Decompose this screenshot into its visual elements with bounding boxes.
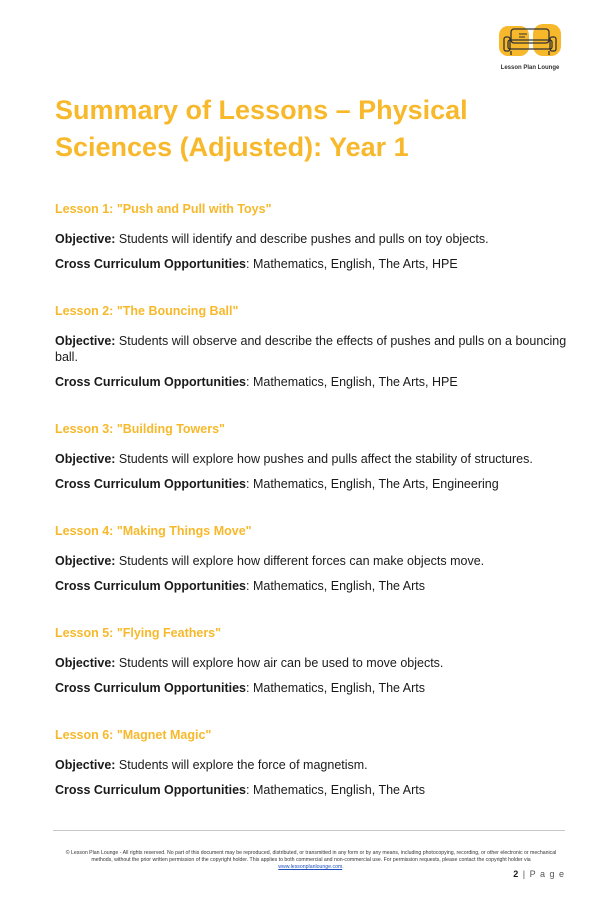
- lesson-title: Lesson 1: "Push and Pull with Toys": [55, 202, 272, 216]
- objective-label: Objective:: [55, 656, 116, 670]
- lesson-objective: [55, 655, 567, 671]
- page-label: | P a g e: [522, 869, 565, 879]
- lesson-item: [55, 728, 567, 830]
- lesson-item: [55, 524, 567, 626]
- cross-curriculum-text: Mathematics, English, The Arts, Engineering: [252, 477, 499, 491]
- objective-text: Students will explore how air can be used to move objects.: [118, 656, 444, 670]
- lesson-item: [55, 304, 567, 422]
- logo: [497, 20, 563, 76]
- lesson-objective: [55, 451, 567, 467]
- sofa-logo-icon: [497, 20, 563, 66]
- lesson-item: [55, 422, 567, 524]
- cross-curriculum-label: Cross Curriculum Opportunities: [55, 783, 246, 797]
- cross-curriculum-label: Cross Curriculum Opportunities: [55, 257, 246, 271]
- lesson-list: [55, 202, 567, 830]
- cross-curriculum-text: Mathematics, English, The Arts: [252, 681, 426, 695]
- lesson-cross-curriculum: Cross Curriculum Opportunities: Mathematics, English, The Arts: [55, 579, 426, 593]
- footer-divider: [53, 830, 565, 831]
- lesson-objective: [55, 231, 567, 247]
- page-number: [507, 869, 565, 879]
- cross-curriculum-label: Cross Curriculum Opportunities: [55, 681, 246, 695]
- lesson-objective: [55, 757, 567, 773]
- lesson-title: Lesson 2: "The Bouncing Ball": [55, 304, 239, 318]
- lesson-cross-curriculum: Cross Curriculum Opportunities: Mathematics, English, The Arts, HPE: [55, 257, 458, 271]
- cross-curriculum-label: Cross Curriculum Opportunities: [55, 375, 246, 389]
- footer-copyright-text: © Lesson Plan Lounge - All rights reserved. No part of this document may be reproduced, distributed, or transmitted in any form or by any means, including photocopying, recording, or other electronic or mechanical methods, without the prior written permission of the copyright holder. This applies to both commercial and non-commercial use. For permission requests, please contact the copyright holder via: [65, 850, 557, 863]
- page-number-value: 2: [513, 869, 520, 879]
- lesson-title: Lesson 5: "Flying Feathers": [55, 626, 222, 640]
- cross-curriculum-text: Mathematics, English, The Arts: [252, 579, 426, 593]
- lesson-item: [55, 626, 567, 728]
- page-title: Summary of Lessons – Physical Sciences (Adjusted): Year 1: [55, 95, 468, 162]
- objective-label: Objective:: [55, 452, 116, 466]
- lesson-cross-curriculum: Cross Curriculum Opportunities: Mathematics, English, The Arts: [55, 681, 426, 695]
- objective-text: Students will observe and describe the effects of pushes and pulls on a bouncing ball.: [55, 334, 567, 364]
- footer-copyright: © Lesson Plan Lounge - All rights reserved. No part of this document may be reproduced, distributed, or transmitted in any form or by any means, including photocopying, recording, or other electronic or mechanical methods, without the prior written permission of the copyright holder. This applies to both commercial and non-commercial use. For permission requests, please contact the copyright holder via www.lessonplanlounge.com.: [65, 850, 557, 870]
- objective-label: Objective:: [55, 232, 116, 246]
- cross-curriculum-label: Cross Curriculum Opportunities: [55, 579, 246, 593]
- cross-curriculum-label: Cross Curriculum Opportunities: [55, 477, 246, 491]
- objective-label: Objective:: [55, 334, 116, 348]
- objective-text: Students will explore how pushes and pulls affect the stability of structures.: [118, 452, 533, 466]
- objective-label: Objective:: [55, 554, 116, 568]
- lesson-cross-curriculum: Cross Curriculum Opportunities: Mathematics, English, The Arts, HPE: [55, 375, 458, 389]
- lesson-item: [55, 202, 567, 304]
- logo-text: Lesson Plan Lounge: [500, 65, 560, 71]
- lesson-title: Lesson 4: "Making Things Move": [55, 524, 252, 538]
- lesson-title: Lesson 6: "Magnet Magic": [55, 728, 212, 742]
- objective-text: Students will explore the force of magnetism.: [118, 758, 368, 772]
- footer-website-link[interactable]: www.lessonplanlounge.com: [278, 864, 343, 870]
- objective-text: Students will explore how different forces can make objects move.: [118, 554, 485, 568]
- cross-curriculum-text: Mathematics, English, The Arts: [252, 783, 426, 797]
- lesson-objective: [55, 553, 567, 569]
- lesson-cross-curriculum: Cross Curriculum Opportunities: Mathematics, English, The Arts: [55, 783, 426, 797]
- lesson-title: Lesson 3: "Building Towers": [55, 422, 225, 436]
- lesson-cross-curriculum: Cross Curriculum Opportunities: Mathematics, English, The Arts, Engineering: [55, 477, 499, 491]
- objective-label: Objective:: [55, 758, 116, 772]
- cross-curriculum-text: Mathematics, English, The Arts, HPE: [252, 375, 458, 389]
- lesson-objective: [55, 333, 567, 365]
- objective-text: Students will identify and describe pushes and pulls on toy objects.: [118, 232, 489, 246]
- cross-curriculum-text: Mathematics, English, The Arts, HPE: [252, 257, 458, 271]
